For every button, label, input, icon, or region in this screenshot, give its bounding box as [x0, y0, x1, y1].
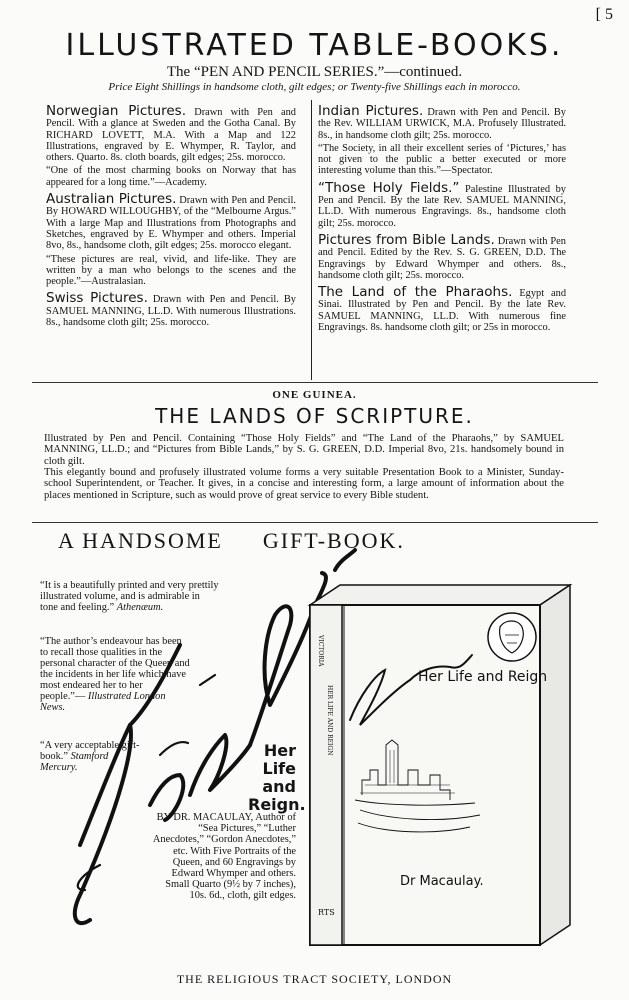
entry-norwegian	[46, 104, 296, 188]
book-cover-author: Dr Macaulay.	[400, 874, 484, 889]
series-subtitle: The “PEN AND PENCIL SERIES.”—continued.	[166, 64, 463, 80]
entry-swiss	[46, 291, 296, 328]
book-cover-title: Her Life and Reign	[418, 669, 548, 685]
price-note: Price Eight Shillings in handsome cloth, gilt edges; or Twenty-five Shillings each in morocco.	[108, 81, 521, 93]
section-rule	[32, 382, 598, 383]
author-block: BY DR. MACAULAY, Author of “Sea Pictures,” “Luther Anecdotes,” “Gordon Anecdotes,” etc. With Five Portraits of the Queen, and 60 Engravings by Edward Whymper and others. Small Quarto (9½ by 7 inches), 10s. 6d., cloth, gilt edges.	[152, 812, 296, 902]
publisher-footer: THE RELIGIOUS TRACT SOCIETY, LONDON	[176, 972, 453, 986]
entry-heading: Swiss Pictures.	[46, 290, 148, 307]
entry-body: Egypt and Sinai. Illustrated by Pen and Pencil. By the late Rev. SAMUEL MANNING, LL.D. With numerous fine Engravings. 8s. handsome cloth gilt; or 25s in morocco.	[318, 288, 567, 334]
entry-body: Drawn with Pen and Pencil. With a glance at Sweden and the Gotha Canal. By RICHARD LOVETT, M.A. With a Map and 122 Illustrations, engraved by E. Whymper, R. Taylor, and others. Quarto. 8s. cloth boards, gilt edges; 25s. morocco.	[46, 107, 296, 164]
gift-heading-part: A HANDSOME	[58, 528, 223, 553]
entry-body: Drawn with Pen and Pencil. By the Rev. WILLIAM URWICK, M.A. Profusely Illustrated. 8s., in handsome cloth gilt; 25s. morocco.	[318, 107, 566, 141]
entry-heading: Pictures from Bible Lands.	[318, 231, 495, 248]
lands-description: Illustrated by Pen and Pencil. Containing “Those Holy Fields” and “The Land of the Pharaohs,” by SAMUEL MANNING, LL.D.; and “Pictures from Bible Lands,” by S. G. GREEN, D.D. Imperial 8vo, 21s. handsomely bound in cloth gilt.	[44, 433, 564, 467]
entry-body: Palestine Illustrated by Pen and Pencil. By the late Rev. SAMUEL MANNING, LL.D. With numerous Engravings. 8s., handsome cloth gilt; 25s. morocco.	[318, 183, 566, 229]
testimonial	[40, 636, 190, 713]
lands-note: This elegantly bound and profusely illustrated volume forms a very suitable Presentation Book to a Minister, Sunday-school Superintendent, or Teacher. It gives, in a concise and interesting form, a large amount of information about the places mentioned in Scripture, such as would prove of great service to every Bible student.	[44, 467, 564, 501]
entry-heading: “Those Holy Fields.”	[318, 179, 460, 196]
her-life-heading	[248, 741, 306, 814]
entry-heading: Indian Pictures.	[318, 103, 424, 119]
testimonial-source: Stamford Mercury.	[40, 751, 109, 773]
column-divider	[311, 100, 312, 380]
entry-indian	[318, 104, 566, 177]
heading-line: Her	[263, 741, 296, 760]
entry-quote: “The Society, in all their excellent series of ‘Pictures,’ has not given to the public a better executed or more interesting volume than this.”—Spectator.	[318, 142, 566, 177]
heading-line: and	[262, 777, 296, 796]
book-cover-image	[300, 575, 580, 955]
entry-australian	[46, 192, 296, 287]
testimonial-source: Athenæum.	[116, 602, 164, 613]
entry-body: Drawn with Pen and Pencil. By HOWARD WILLOUGHBY, of the “Melbourne Argus.” With a large Map and Illustrations from Photographs and Sketches, engraved by E. Whymper and others. Imperial 8vo, 8s., handsome cloth, gilt edges; 25s. morocco elegant.	[46, 195, 296, 252]
entry-quote: “These pictures are real, vivid, and life-like. They are written by a man who belongs to the scenes and the people.”—Australasian.	[46, 253, 296, 288]
book-spine-text: VICTORIA	[317, 635, 324, 667]
testimonial-text: “The author’s endeavour has been to recall those qualities in the personal character of the Queen and the incidents in her life which have most endeared her to her people.”—	[40, 636, 190, 702]
book-spine-text: HER LIFE AND REIGN	[326, 685, 333, 756]
page-number: [ 5	[595, 6, 613, 23]
book-spine-text: RTS	[318, 908, 335, 917]
testimonial	[40, 740, 140, 773]
entry-heading: Australian Pictures.	[46, 191, 177, 208]
price-label: ONE GUINEA.	[272, 389, 357, 401]
entry-heading: The Land of the Pharaohs.	[318, 284, 513, 301]
testimonial	[40, 580, 220, 613]
heading-line: Reign.	[248, 795, 306, 814]
testimonial-source: Illustrated London News.	[40, 691, 166, 713]
entry-body: Drawn with Pen and Pencil. Edited by the Rev. S. G. GREEN, D.D. The Engravings by Edward Whymper and others. 8s., handsome cloth gilt; 25s. morocco.	[318, 235, 566, 281]
right-column	[318, 104, 566, 337]
heading-line: Life	[262, 759, 296, 778]
lands-title: THE LANDS OF SCRIPTURE.	[155, 404, 474, 428]
entry-holy-fields	[318, 181, 566, 229]
entry-quote: “One of the most charming books on Norway that has appeared for a long time.”—Academy.	[46, 165, 296, 188]
entry-heading: Norwegian Pictures.	[46, 103, 187, 119]
gift-heading-part: GIFT-BOOK.	[262, 528, 405, 553]
entry-pharaohs	[318, 285, 566, 333]
left-column	[46, 104, 296, 332]
testimonial-text: “It is a beautifully printed and very prettily illustrated volume, and is admirable in tone and feeling.”	[40, 580, 219, 613]
entry-body: Drawn with Pen and Pencil. By SAMUEL MANNING, LL.D. With numerous Illustrations. 8s., handsome cloth gilt; 25s. morocco.	[46, 294, 296, 329]
testimonial-text: “A very acceptable gift-book.”	[40, 740, 140, 762]
entry-bible-lands	[318, 233, 566, 281]
section-rule	[32, 522, 598, 523]
page-title: ILLUSTRATED TABLE-BOOKS.	[65, 28, 564, 63]
